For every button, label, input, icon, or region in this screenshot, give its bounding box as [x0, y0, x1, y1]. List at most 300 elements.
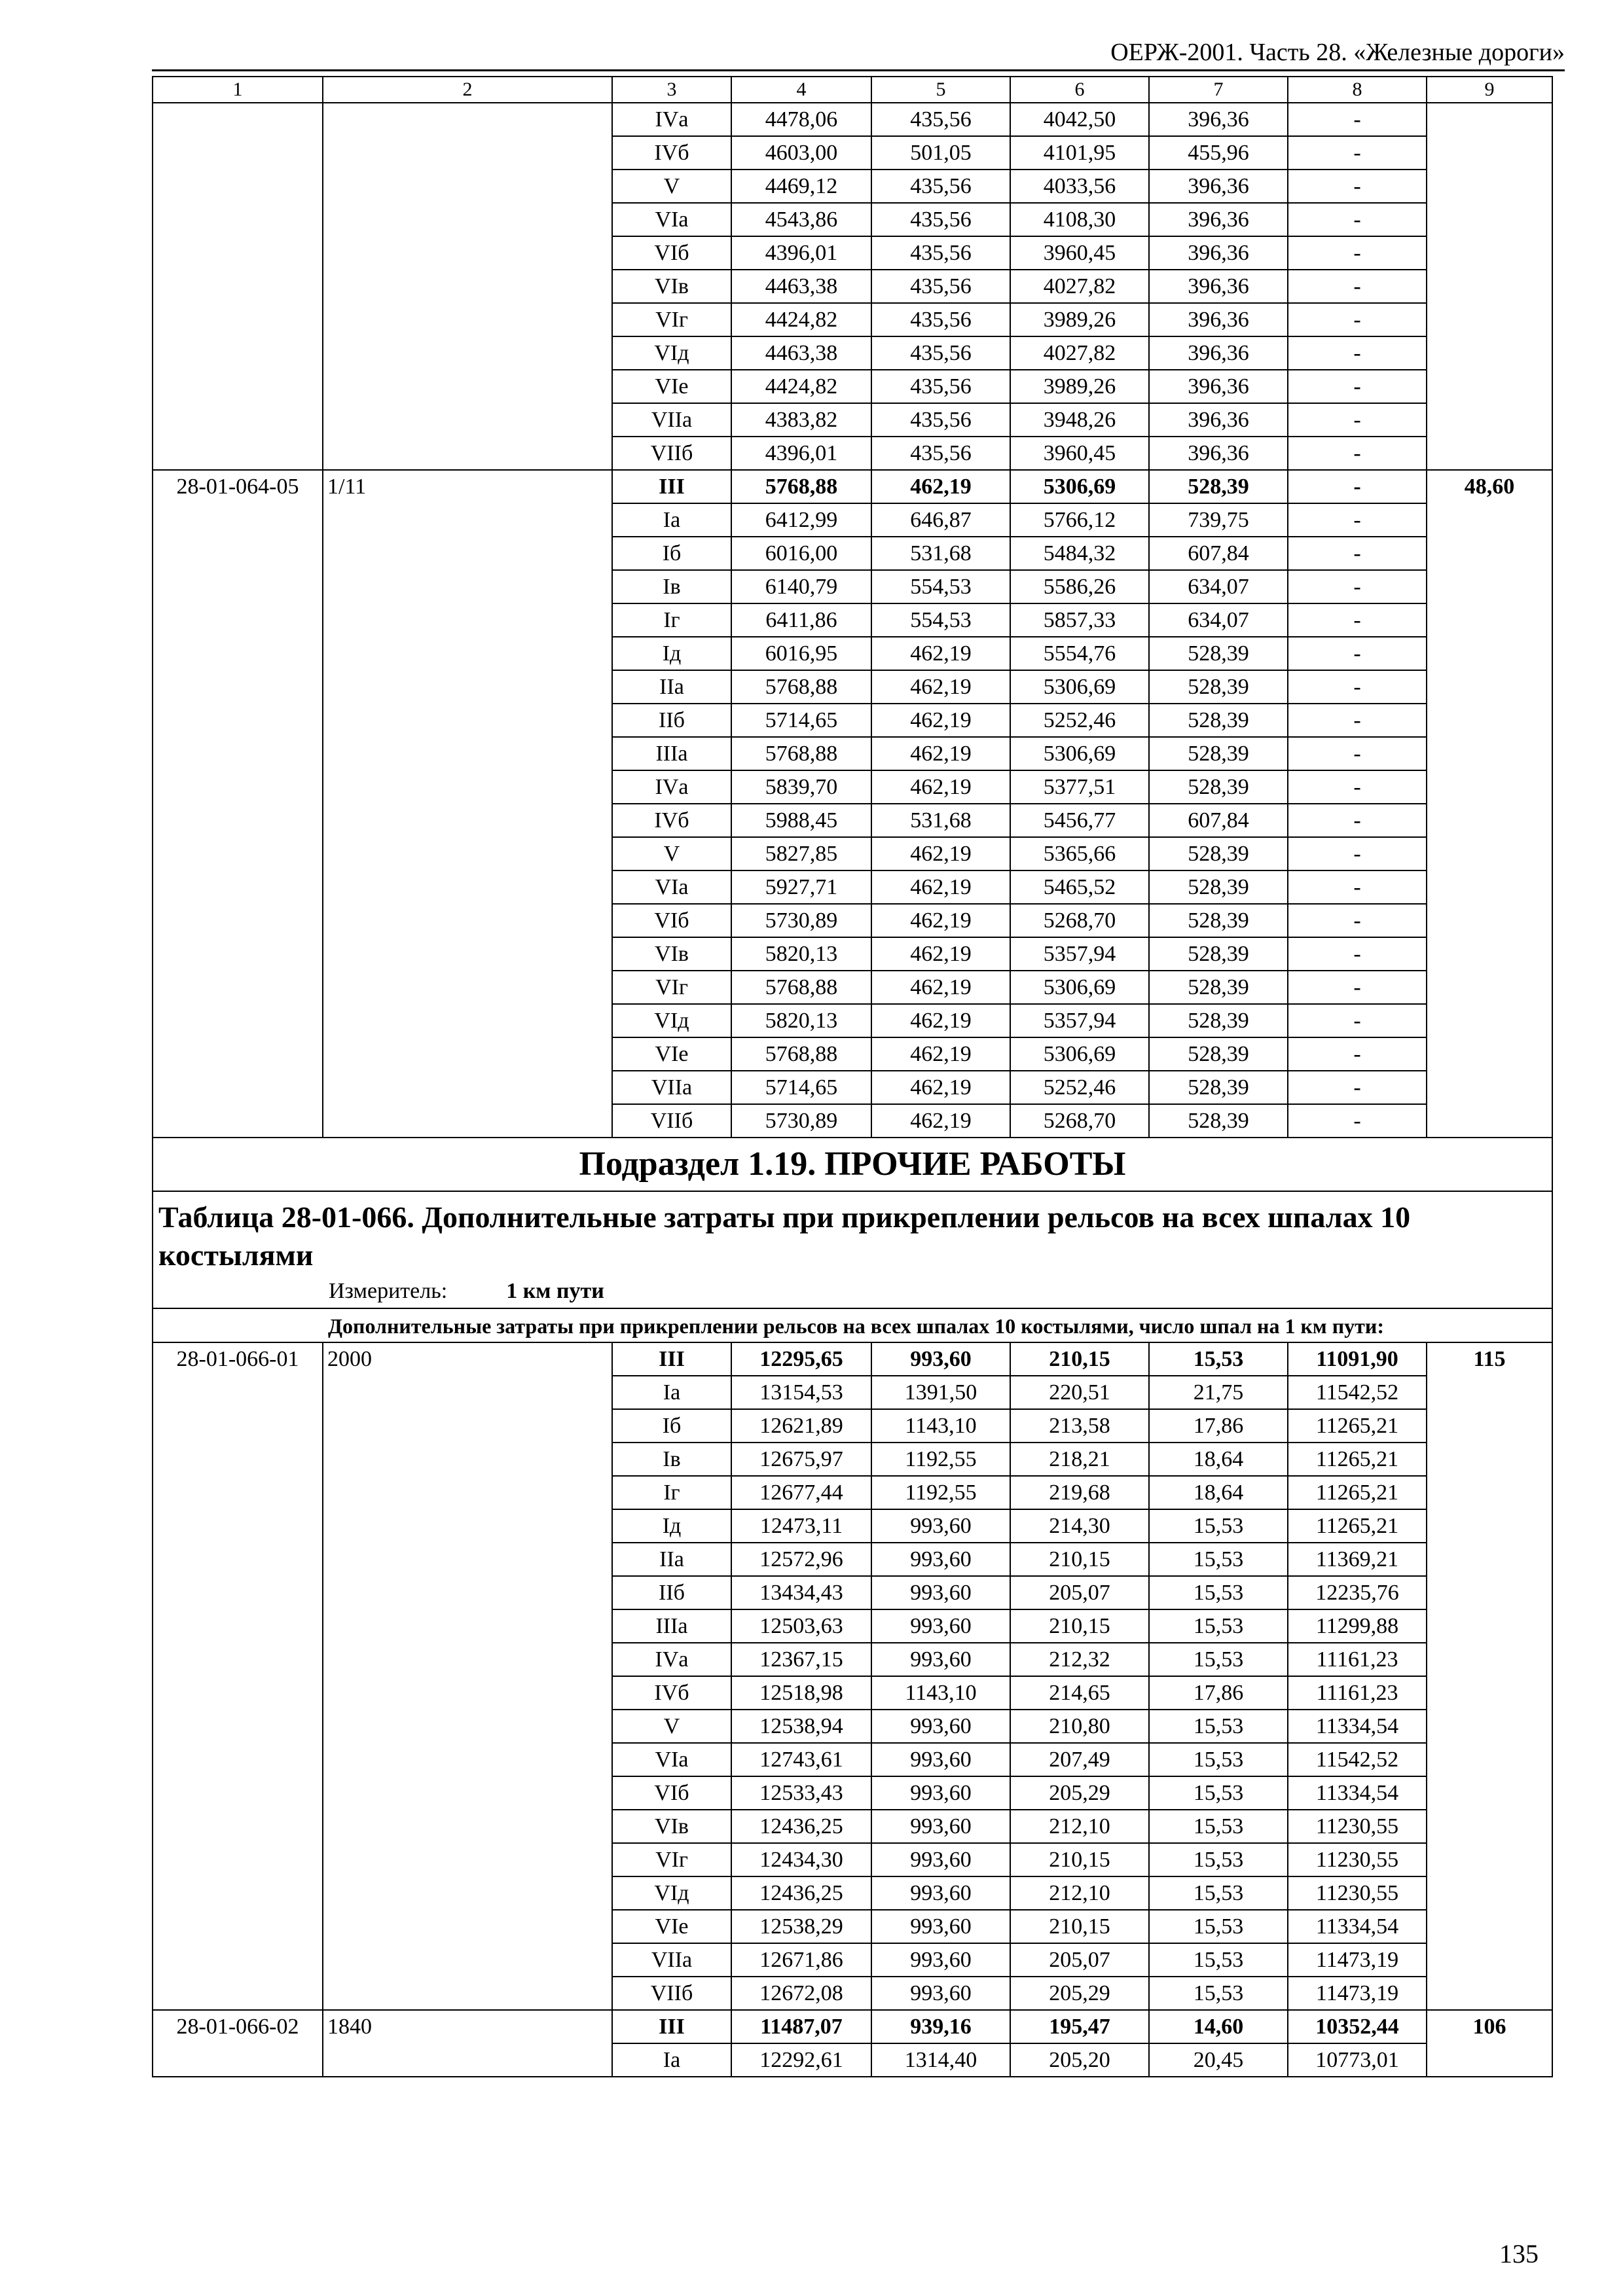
zone-cell: IVа: [612, 1643, 731, 1676]
value-cell: 5820,13: [731, 937, 871, 971]
value-cell: 210,15: [1010, 1910, 1149, 1943]
value-cell: 6140,79: [731, 570, 871, 603]
table-row: [153, 103, 1552, 136]
value-cell: -: [1288, 136, 1427, 170]
value-cell: 435,56: [871, 370, 1010, 403]
value-cell: 205,07: [1010, 1576, 1149, 1609]
value-cell: 207,49: [1010, 1743, 1149, 1776]
value-cell: 5927,71: [731, 870, 871, 904]
zone-cell: IIа: [612, 670, 731, 704]
item-param-cell: [323, 103, 612, 470]
zone-cell: VIг: [612, 303, 731, 336]
zone-cell: VIд: [612, 1876, 731, 1910]
value-cell: -: [1288, 904, 1427, 937]
zone-cell: IIIа: [612, 737, 731, 770]
value-cell: -: [1288, 503, 1427, 537]
value-cell: 5714,65: [731, 704, 871, 737]
value-cell: 435,56: [871, 403, 1010, 437]
value-cell: 12434,30: [731, 1843, 871, 1876]
value-cell: 12503,63: [731, 1609, 871, 1643]
value-cell: 528,39: [1149, 1037, 1288, 1071]
value-cell: 993,60: [871, 1609, 1010, 1643]
value-cell: 607,84: [1149, 537, 1288, 570]
value-cell: 462,19: [871, 1104, 1010, 1138]
zone-cell: VIд: [612, 336, 731, 370]
value-cell: 11091,90: [1288, 1342, 1427, 1376]
value-cell: 15,53: [1149, 1576, 1288, 1609]
value-cell: -: [1288, 737, 1427, 770]
zone-cell: VIе: [612, 1037, 731, 1071]
value-cell: 12436,25: [731, 1810, 871, 1843]
value-cell: 4101,95: [1010, 136, 1149, 170]
value-cell: 6411,86: [731, 603, 871, 637]
zone-cell: Iд: [612, 1509, 731, 1543]
table-row: [153, 1342, 1552, 1376]
value-cell: 607,84: [1149, 804, 1288, 837]
value-cell: 435,56: [871, 203, 1010, 236]
value-cell: 4469,12: [731, 170, 871, 203]
column-number: 4: [731, 77, 871, 103]
value-cell: 5730,89: [731, 1104, 871, 1138]
zone-cell: IIIа: [612, 1609, 731, 1643]
value-cell: 5365,66: [1010, 837, 1149, 870]
value-cell: 462,19: [871, 1071, 1010, 1104]
value-cell: 15,53: [1149, 1743, 1288, 1776]
value-cell: 1143,10: [871, 1409, 1010, 1443]
value-cell: 11230,55: [1288, 1810, 1427, 1843]
value-cell: 528,39: [1149, 637, 1288, 670]
value-cell: 4424,82: [731, 303, 871, 336]
value-cell: 4033,56: [1010, 170, 1149, 203]
value-cell: 12473,11: [731, 1509, 871, 1543]
zone-cell: IVб: [612, 1676, 731, 1710]
zone-cell: IVа: [612, 103, 731, 136]
value-cell: 5554,76: [1010, 637, 1149, 670]
value-cell: 12675,97: [731, 1443, 871, 1476]
value-cell: 528,39: [1149, 770, 1288, 804]
value-cell: -: [1288, 437, 1427, 470]
value-cell: -: [1288, 637, 1427, 670]
value-cell: 12538,94: [731, 1710, 871, 1743]
item-code-cell: [153, 103, 323, 470]
value-cell: 528,39: [1149, 1071, 1288, 1104]
value-cell: 5306,69: [1010, 670, 1149, 704]
value-cell: 4463,38: [731, 336, 871, 370]
value-cell: 993,60: [871, 1977, 1010, 2010]
measure-cell: [153, 1274, 1552, 1308]
value-cell: -: [1288, 537, 1427, 570]
value-cell: 11230,55: [1288, 1843, 1427, 1876]
value-cell: 10352,44: [1288, 2010, 1427, 2043]
value-cell: 993,60: [871, 1876, 1010, 1910]
value-cell: 396,36: [1149, 403, 1288, 437]
measure-row: [153, 1274, 1552, 1308]
value-cell: -: [1288, 704, 1427, 737]
value-cell: 12292,61: [731, 2043, 871, 2077]
value-cell: -: [1288, 103, 1427, 136]
value-cell: -: [1288, 770, 1427, 804]
value-cell: 213,58: [1010, 1409, 1149, 1443]
column-number: 9: [1427, 77, 1552, 103]
item-total-cell: 106: [1427, 2010, 1552, 2077]
zone-cell: V: [612, 1710, 731, 1743]
value-cell: 5306,69: [1010, 1037, 1149, 1071]
value-cell: 15,53: [1149, 1710, 1288, 1743]
value-cell: 11265,21: [1288, 1476, 1427, 1509]
column-number-row: [153, 77, 1552, 103]
value-cell: 195,47: [1010, 2010, 1149, 2043]
value-cell: 15,53: [1149, 1609, 1288, 1643]
value-cell: 12677,44: [731, 1476, 871, 1509]
zone-cell: IVб: [612, 136, 731, 170]
value-cell: 993,60: [871, 1743, 1010, 1776]
value-cell: 528,39: [1149, 904, 1288, 937]
column-number: 2: [323, 77, 612, 103]
value-cell: 4478,06: [731, 103, 871, 136]
value-cell: -: [1288, 837, 1427, 870]
value-cell: 531,68: [871, 537, 1010, 570]
zone-cell: Iа: [612, 2043, 731, 2077]
value-cell: 396,36: [1149, 270, 1288, 303]
value-cell: 528,39: [1149, 704, 1288, 737]
value-cell: 4396,01: [731, 236, 871, 270]
item-code-cell: 28-01-066-01: [153, 1342, 323, 2010]
value-cell: -: [1288, 1071, 1427, 1104]
zone-cell: Iв: [612, 1443, 731, 1476]
value-cell: 12671,86: [731, 1943, 871, 1977]
value-cell: 4424,82: [731, 370, 871, 403]
value-cell: 5730,89: [731, 904, 871, 937]
value-cell: 993,60: [871, 1943, 1010, 1977]
value-cell: 528,39: [1149, 1004, 1288, 1037]
value-cell: 11487,07: [731, 2010, 871, 2043]
value-cell: 210,15: [1010, 1543, 1149, 1576]
value-cell: 11334,54: [1288, 1776, 1427, 1810]
value-cell: 5857,33: [1010, 603, 1149, 637]
value-cell: 3989,26: [1010, 303, 1149, 336]
value-cell: 435,56: [871, 170, 1010, 203]
zone-cell: VIе: [612, 1910, 731, 1943]
value-cell: 11299,88: [1288, 1609, 1427, 1643]
value-cell: 993,60: [871, 1643, 1010, 1676]
value-cell: 396,36: [1149, 437, 1288, 470]
zone-cell: VIг: [612, 1843, 731, 1876]
value-cell: 5768,88: [731, 470, 871, 503]
value-cell: 12621,89: [731, 1409, 871, 1443]
zone-cell: Iв: [612, 570, 731, 603]
value-cell: 993,60: [871, 1342, 1010, 1376]
item-total-cell: [1427, 103, 1552, 470]
value-cell: 396,36: [1149, 236, 1288, 270]
value-cell: 11230,55: [1288, 1876, 1427, 1910]
item-code-cell: 28-01-064-05: [153, 470, 323, 1138]
zone-cell: VIд: [612, 1004, 731, 1037]
value-cell: 993,60: [871, 1910, 1010, 1943]
value-cell: 435,56: [871, 270, 1010, 303]
value-cell: 1391,50: [871, 1376, 1010, 1409]
value-cell: 15,53: [1149, 1810, 1288, 1843]
value-cell: 13434,43: [731, 1576, 871, 1609]
value-cell: 435,56: [871, 103, 1010, 136]
value-cell: 12533,43: [731, 1776, 871, 1810]
zone-cell: VIв: [612, 270, 731, 303]
value-cell: 14,60: [1149, 2010, 1288, 2043]
value-cell: -: [1288, 971, 1427, 1004]
value-cell: 17,86: [1149, 1676, 1288, 1710]
value-cell: 993,60: [871, 1843, 1010, 1876]
value-cell: 12743,61: [731, 1743, 871, 1776]
value-cell: 11334,54: [1288, 1910, 1427, 1943]
zone-cell: III: [612, 470, 731, 503]
value-cell: 205,29: [1010, 1776, 1149, 1810]
value-cell: 5306,69: [1010, 971, 1149, 1004]
value-cell: 396,36: [1149, 170, 1288, 203]
value-cell: 220,51: [1010, 1376, 1149, 1409]
value-cell: 4463,38: [731, 270, 871, 303]
value-cell: 5377,51: [1010, 770, 1149, 804]
value-cell: 528,39: [1149, 937, 1288, 971]
value-cell: -: [1288, 1004, 1427, 1037]
page-number: 135: [1499, 2239, 1539, 2269]
value-cell: 12295,65: [731, 1342, 871, 1376]
value-cell: 205,29: [1010, 1977, 1149, 2010]
value-cell: -: [1288, 570, 1427, 603]
value-cell: -: [1288, 804, 1427, 837]
price-table: [152, 76, 1553, 2077]
value-cell: 528,39: [1149, 870, 1288, 904]
value-cell: 15,53: [1149, 1943, 1288, 1977]
zone-cell: VIб: [612, 236, 731, 270]
value-cell: 11473,19: [1288, 1977, 1427, 2010]
value-cell: 5768,88: [731, 670, 871, 704]
value-cell: 6412,99: [731, 503, 871, 537]
value-cell: 4383,82: [731, 403, 871, 437]
value-cell: 11369,21: [1288, 1543, 1427, 1576]
zone-cell: VIб: [612, 1776, 731, 1810]
zone-cell: V: [612, 837, 731, 870]
item-total-cell: 115: [1427, 1342, 1552, 2010]
measure-unit: 1 км пути: [506, 1278, 604, 1303]
zone-cell: VIб: [612, 904, 731, 937]
value-cell: 219,68: [1010, 1476, 1149, 1509]
value-cell: 5465,52: [1010, 870, 1149, 904]
value-cell: 6016,95: [731, 637, 871, 670]
value-cell: 11265,21: [1288, 1443, 1427, 1476]
value-cell: 12367,15: [731, 1643, 871, 1676]
column-number: 3: [612, 77, 731, 103]
value-cell: 1143,10: [871, 1676, 1010, 1710]
value-cell: 5357,94: [1010, 937, 1149, 971]
value-cell: 528,39: [1149, 470, 1288, 503]
zone-cell: Iб: [612, 1409, 731, 1443]
value-cell: 634,07: [1149, 570, 1288, 603]
value-cell: 18,64: [1149, 1443, 1288, 1476]
value-cell: 210,15: [1010, 1843, 1149, 1876]
value-cell: 4396,01: [731, 437, 871, 470]
value-cell: 5306,69: [1010, 737, 1149, 770]
value-cell: 739,75: [1149, 503, 1288, 537]
value-cell: 939,16: [871, 2010, 1010, 2043]
value-cell: 11161,23: [1288, 1643, 1427, 1676]
value-cell: 4108,30: [1010, 203, 1149, 236]
value-cell: 15,53: [1149, 1643, 1288, 1676]
column-number: 7: [1149, 77, 1288, 103]
value-cell: 5357,94: [1010, 1004, 1149, 1037]
zone-cell: VIIб: [612, 437, 731, 470]
value-cell: 1192,55: [871, 1476, 1010, 1509]
item-code-cell: 28-01-066-02: [153, 2010, 323, 2077]
table-row: [153, 2010, 1552, 2043]
zone-cell: VIIа: [612, 403, 731, 437]
value-cell: 11265,21: [1288, 1409, 1427, 1443]
value-cell: 4543,86: [731, 203, 871, 236]
value-cell: 5766,12: [1010, 503, 1149, 537]
value-cell: -: [1288, 370, 1427, 403]
value-cell: 5268,70: [1010, 1104, 1149, 1138]
value-cell: 4042,50: [1010, 103, 1149, 136]
value-cell: 12436,25: [731, 1876, 871, 1910]
note-spacer-cell: [153, 1308, 323, 1342]
value-cell: -: [1288, 670, 1427, 704]
value-cell: 212,10: [1010, 1810, 1149, 1843]
value-cell: 15,53: [1149, 1342, 1288, 1376]
value-cell: 993,60: [871, 1776, 1010, 1810]
value-cell: 435,56: [871, 236, 1010, 270]
note-row: [153, 1308, 1552, 1342]
value-cell: 5839,70: [731, 770, 871, 804]
value-cell: 5768,88: [731, 737, 871, 770]
value-cell: 218,21: [1010, 1443, 1149, 1476]
zone-cell: V: [612, 170, 731, 203]
value-cell: 214,65: [1010, 1676, 1149, 1710]
value-cell: -: [1288, 470, 1427, 503]
value-cell: 396,36: [1149, 336, 1288, 370]
measure-label: Измеритель:: [329, 1278, 448, 1303]
value-cell: 11542,52: [1288, 1743, 1427, 1776]
value-cell: 12518,98: [731, 1676, 871, 1710]
value-cell: 13154,53: [731, 1376, 871, 1409]
value-cell: 15,53: [1149, 1876, 1288, 1910]
value-cell: 554,53: [871, 603, 1010, 637]
value-cell: 993,60: [871, 1543, 1010, 1576]
zone-cell: VIв: [612, 937, 731, 971]
value-cell: 993,60: [871, 1509, 1010, 1543]
value-cell: 462,19: [871, 670, 1010, 704]
value-cell: 12572,96: [731, 1543, 871, 1576]
value-cell: 5484,32: [1010, 537, 1149, 570]
value-cell: 528,39: [1149, 670, 1288, 704]
value-cell: 11542,52: [1288, 1376, 1427, 1409]
value-cell: 462,19: [871, 770, 1010, 804]
value-cell: 5988,45: [731, 804, 871, 837]
value-cell: 205,07: [1010, 1943, 1149, 1977]
column-number: 8: [1288, 77, 1427, 103]
value-cell: 5586,26: [1010, 570, 1149, 603]
value-cell: -: [1288, 303, 1427, 336]
value-cell: 528,39: [1149, 837, 1288, 870]
value-cell: 528,39: [1149, 737, 1288, 770]
value-cell: 12235,76: [1288, 1576, 1427, 1609]
value-cell: 528,39: [1149, 971, 1288, 1004]
value-cell: 10773,01: [1288, 2043, 1427, 2077]
value-cell: 462,19: [871, 937, 1010, 971]
value-cell: 993,60: [871, 1810, 1010, 1843]
value-cell: 435,56: [871, 437, 1010, 470]
column-number: 6: [1010, 77, 1149, 103]
zone-cell: IIб: [612, 1576, 731, 1609]
value-cell: 205,20: [1010, 2043, 1149, 2077]
value-cell: 1314,40: [871, 2043, 1010, 2077]
item-param-cell: 2000: [323, 1342, 612, 2010]
value-cell: 12538,29: [731, 1910, 871, 1943]
zone-cell: Iа: [612, 1376, 731, 1409]
value-cell: 15,53: [1149, 1509, 1288, 1543]
value-cell: -: [1288, 937, 1427, 971]
value-cell: 462,19: [871, 870, 1010, 904]
value-cell: 6016,00: [731, 537, 871, 570]
item-param-cell: 1/11: [323, 470, 612, 1138]
zone-cell: VIIа: [612, 1071, 731, 1104]
value-cell: 462,19: [871, 1037, 1010, 1071]
column-number: 5: [871, 77, 1010, 103]
zone-cell: VIIа: [612, 1943, 731, 1977]
value-cell: 5456,77: [1010, 804, 1149, 837]
zone-cell: Iд: [612, 637, 731, 670]
value-cell: 462,19: [871, 737, 1010, 770]
value-cell: 435,56: [871, 303, 1010, 336]
value-cell: 11334,54: [1288, 1710, 1427, 1743]
value-cell: 5268,70: [1010, 904, 1149, 937]
value-cell: 4027,82: [1010, 270, 1149, 303]
value-cell: 993,60: [871, 1710, 1010, 1743]
zone-cell: VIе: [612, 370, 731, 403]
table-row: [153, 470, 1552, 503]
value-cell: -: [1288, 203, 1427, 236]
value-cell: 4603,00: [731, 136, 871, 170]
value-cell: 15,53: [1149, 1910, 1288, 1943]
value-cell: -: [1288, 870, 1427, 904]
value-cell: 5820,13: [731, 1004, 871, 1037]
value-cell: 11473,19: [1288, 1943, 1427, 1977]
value-cell: -: [1288, 236, 1427, 270]
value-cell: -: [1288, 403, 1427, 437]
zone-cell: Iг: [612, 1476, 731, 1509]
table-note: Дополнительные затраты при прикреплении рельсов на всех шпалах 10 костылями, число шпал на 1 км пути:: [323, 1308, 1552, 1342]
value-cell: 12672,08: [731, 1977, 871, 2010]
value-cell: 462,19: [871, 904, 1010, 937]
value-cell: 455,96: [1149, 136, 1288, 170]
zone-cell: Iг: [612, 603, 731, 637]
value-cell: 462,19: [871, 637, 1010, 670]
zone-cell: VIг: [612, 971, 731, 1004]
item-total-cell: 48,60: [1427, 470, 1552, 1138]
value-cell: 501,05: [871, 136, 1010, 170]
value-cell: 15,53: [1149, 1776, 1288, 1810]
value-cell: 3960,45: [1010, 236, 1149, 270]
section-title: Подраздел 1.19. ПРОЧИЕ РАБОТЫ: [153, 1138, 1552, 1191]
value-cell: 210,15: [1010, 1609, 1149, 1643]
section-title-row: [153, 1138, 1552, 1191]
zone-cell: Iа: [612, 503, 731, 537]
zone-cell: IVа: [612, 770, 731, 804]
value-cell: 5714,65: [731, 1071, 871, 1104]
value-cell: 3989,26: [1010, 370, 1149, 403]
value-cell: -: [1288, 1037, 1427, 1071]
zone-cell: IVб: [612, 804, 731, 837]
value-cell: 212,32: [1010, 1643, 1149, 1676]
value-cell: 435,56: [871, 336, 1010, 370]
value-cell: 5827,85: [731, 837, 871, 870]
